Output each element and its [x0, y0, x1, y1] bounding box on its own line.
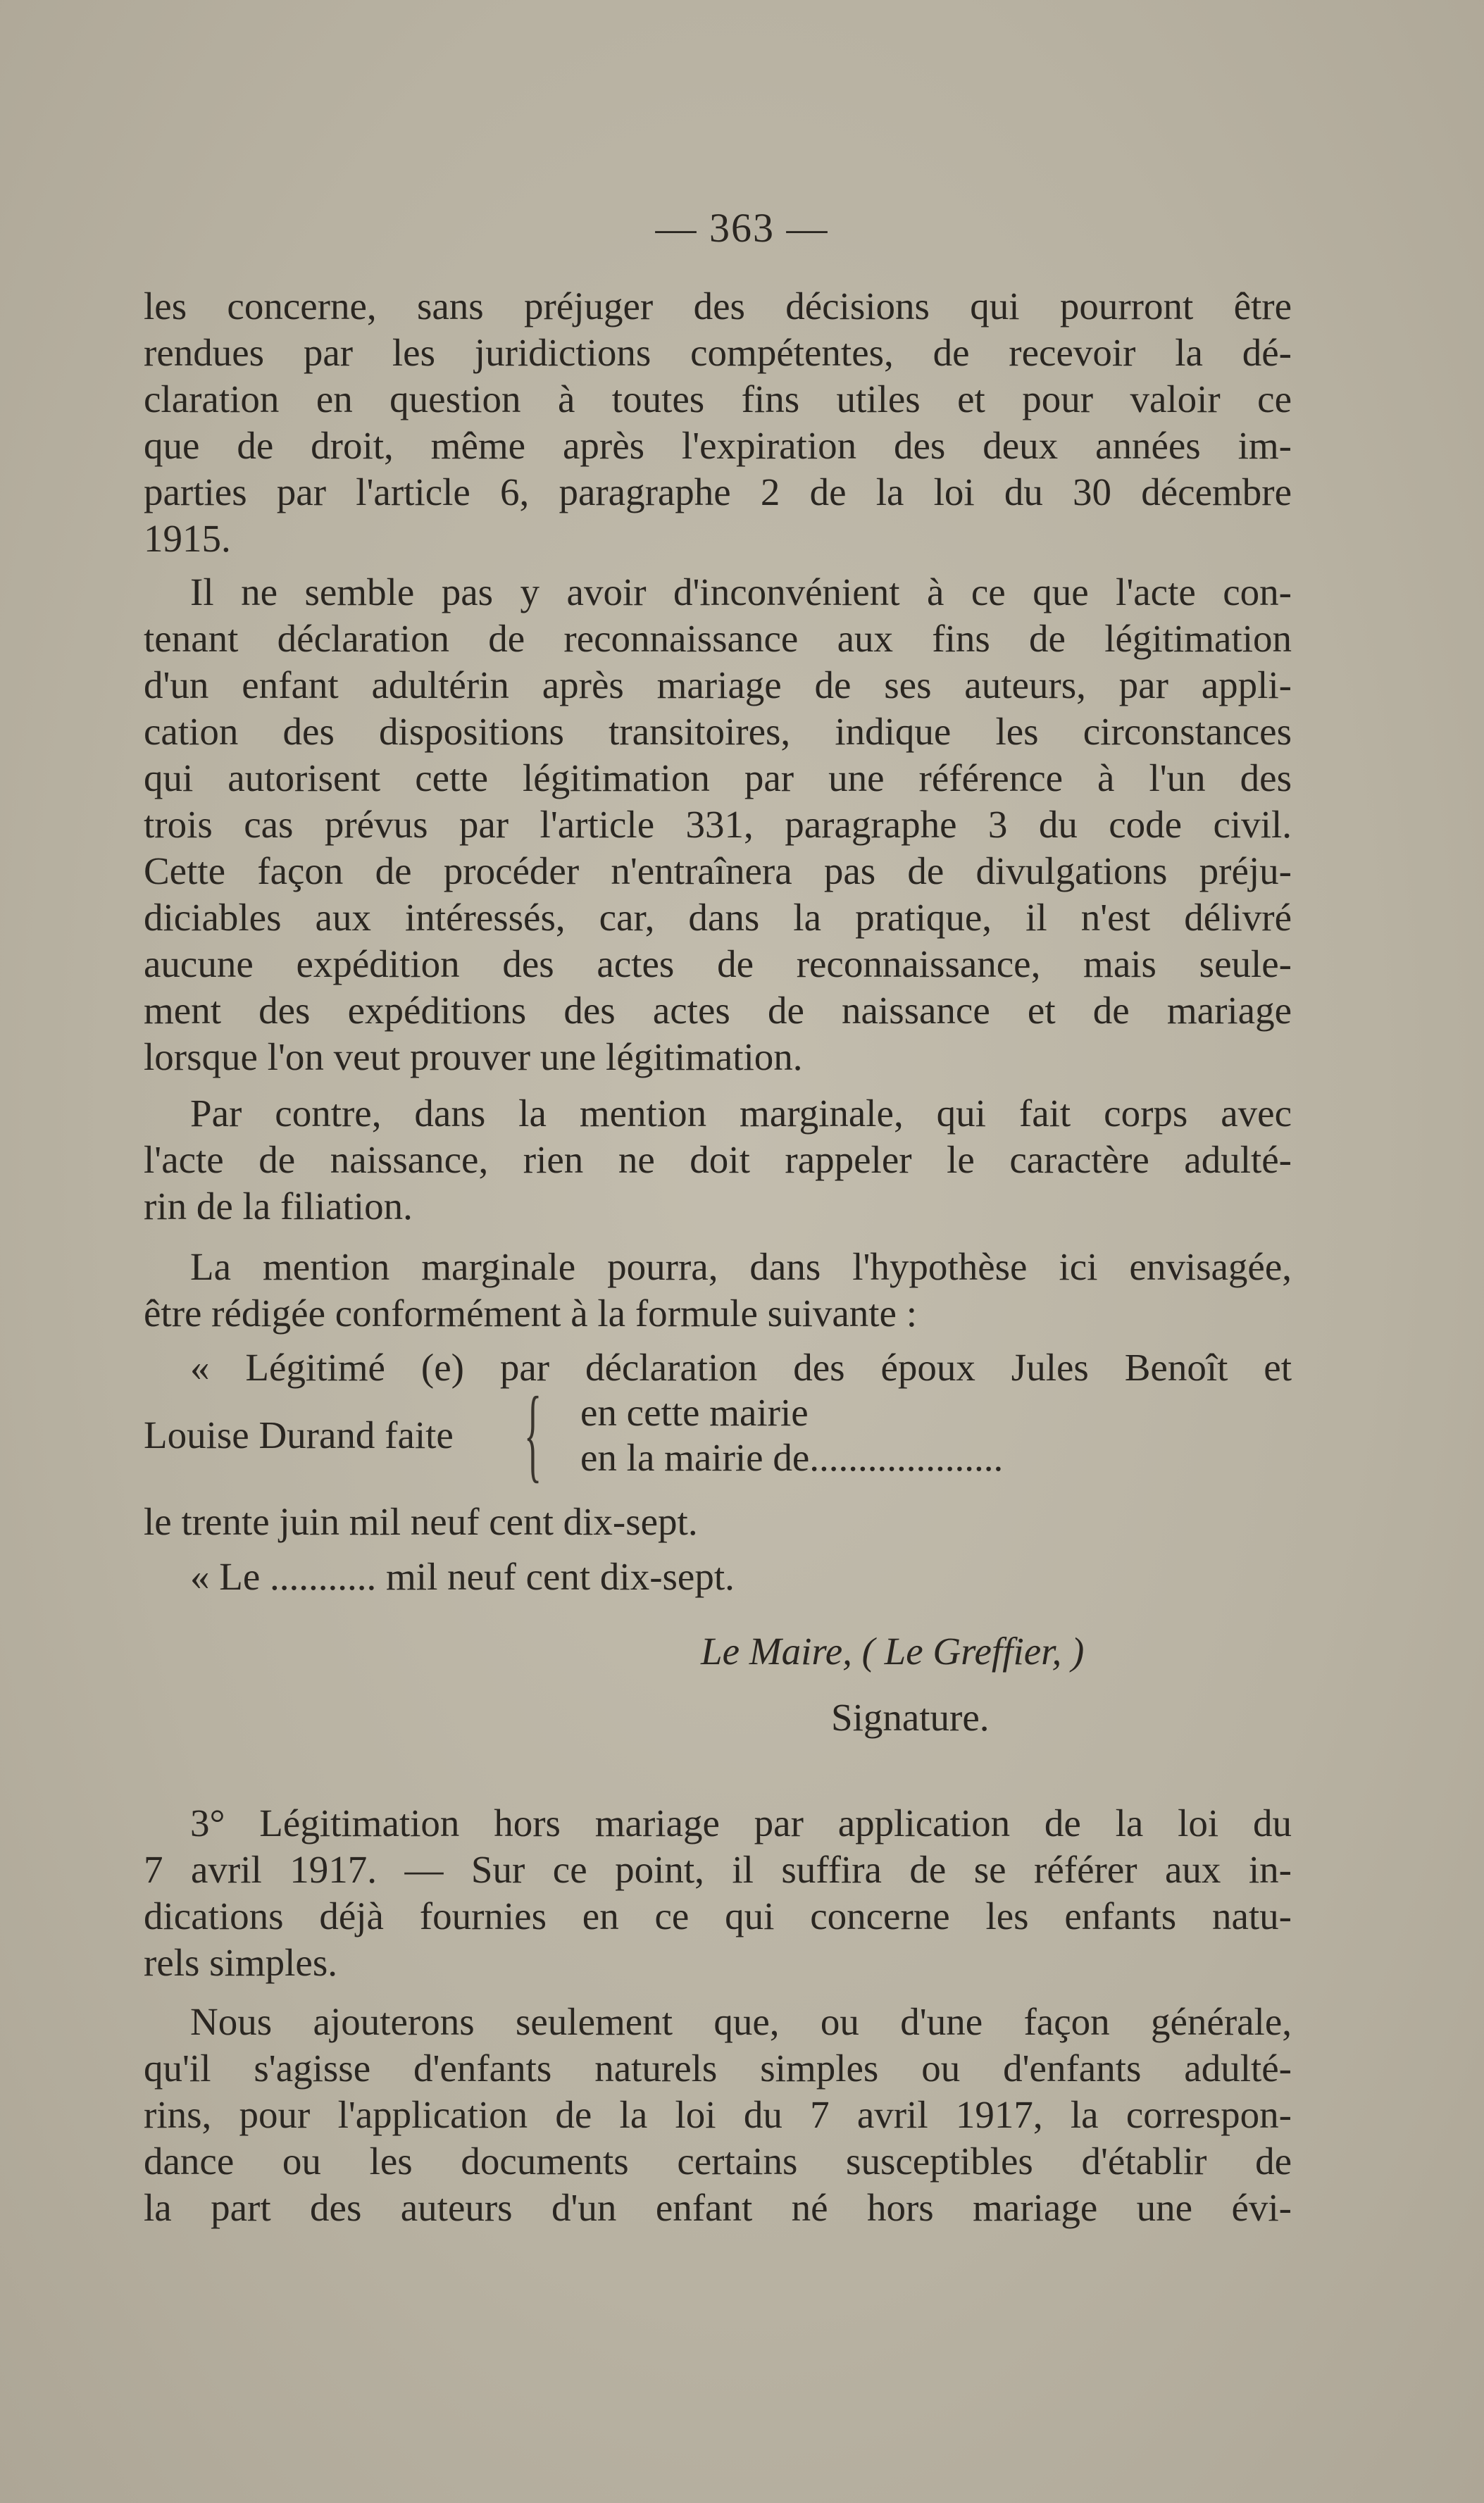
formula-brace-block — [144, 1375, 1292, 1492]
text-line: aucune expédition des actes de reconnaissance, mais seule- — [144, 942, 1292, 985]
text-line: 7 avril 1917. — Sur ce point, il suffira de se référer aux in- — [144, 1848, 1292, 1891]
brace-glyph: { — [524, 1375, 542, 1492]
text-line: d'un enfant adultérin après mariage de ses auteurs, par appli- — [144, 663, 1292, 706]
text-line: Il ne semble pas y avoir d'inconvénient à ce que l'acte con- — [190, 570, 1292, 613]
text-line: 3° Légitimation hors mariage par application de la loi du — [190, 1802, 1292, 1845]
text-line: rins, pour l'application de la loi du 7 avril 1917, la correspon- — [144, 2093, 1292, 2136]
text-line: l'acte de naissance, rien ne doit rappeler le caractère adulté- — [144, 1138, 1292, 1181]
text-line: parties par l'article 6, paragraphe 2 de la loi du 30 décembre — [144, 470, 1292, 513]
text-line: rin de la filiation. — [144, 1185, 413, 1228]
text-line: cation des dispositions transitoires, indique les circonstances — [144, 710, 1292, 753]
text-line: ment des expéditions des actes de naissance et de mariage — [144, 989, 1292, 1032]
text-line: Par contre, dans la mention marginale, qui fait corps avec — [190, 1092, 1292, 1135]
text-line: rendues par les juridictions compétentes, de recevoir la dé- — [144, 331, 1292, 374]
formula-left: Louise Durand faite — [144, 1413, 454, 1456]
text-line: être rédigée conformément à la formule suivante : — [144, 1292, 917, 1335]
formula-line: « Légitimé (e) par déclaration des époux Jules Benoît et — [190, 1346, 1292, 1389]
text-line: qui autorisent cette légitimation par une référence à l'un des — [144, 756, 1292, 799]
text-line: qu'il s'agisse d'enfants naturels simples ou d'enfants adulté- — [144, 2047, 1292, 2090]
formula-option-2: en la mairie de.................... — [580, 1436, 1004, 1479]
formula-line: « Le ........... mil neuf cent dix-sept. — [190, 1555, 735, 1598]
signatory: Le Maire, ( Le Greffier, ) — [701, 1630, 1085, 1673]
text-line: la part des auteurs d'un enfant né hors mariage une évi- — [144, 2186, 1292, 2229]
text-line: diciables aux intéressés, car, dans la pratique, il n'est délivré — [144, 896, 1292, 939]
text-line: Nous ajouterons seulement que, ou d'une façon générale, — [190, 2000, 1292, 2043]
text-line: 1915. — [144, 517, 231, 560]
text-line: tenant déclaration de reconnaissance aux fins de légitimation — [144, 617, 1292, 660]
text-line: dications déjà fournies en ce qui concerne les enfants natu- — [144, 1895, 1292, 1937]
signature: Signature. — [831, 1696, 990, 1739]
text-line: rels simples. — [144, 1941, 337, 1984]
text-line: trois cas prévus par l'article 331, paragraphe 3 du code civil. — [144, 803, 1292, 846]
text-line: Cette façon de procéder n'entraînera pas de divulgations préju- — [144, 849, 1292, 892]
text-line: que de droit, même après l'expiration des deux années im- — [144, 424, 1292, 467]
text-line: les concerne, sans préjuger des décisions qui pourront être — [144, 285, 1292, 327]
text-line: claration en question à toutes fins utiles et pour valoir ce — [144, 377, 1292, 420]
formula-option-1: en cette mairie — [580, 1391, 809, 1434]
text-line: dance ou les documents certains susceptibles d'établir de — [144, 2140, 1292, 2183]
formula-line: le trente juin mil neuf cent dix-sept. — [144, 1500, 698, 1543]
page-number: — 363 — — [655, 205, 829, 251]
text-line: La mention marginale pourra, dans l'hypothèse ici envisagée, — [190, 1245, 1292, 1288]
text-line: lorsque l'on veut prouver une légitimation. — [144, 1035, 803, 1078]
